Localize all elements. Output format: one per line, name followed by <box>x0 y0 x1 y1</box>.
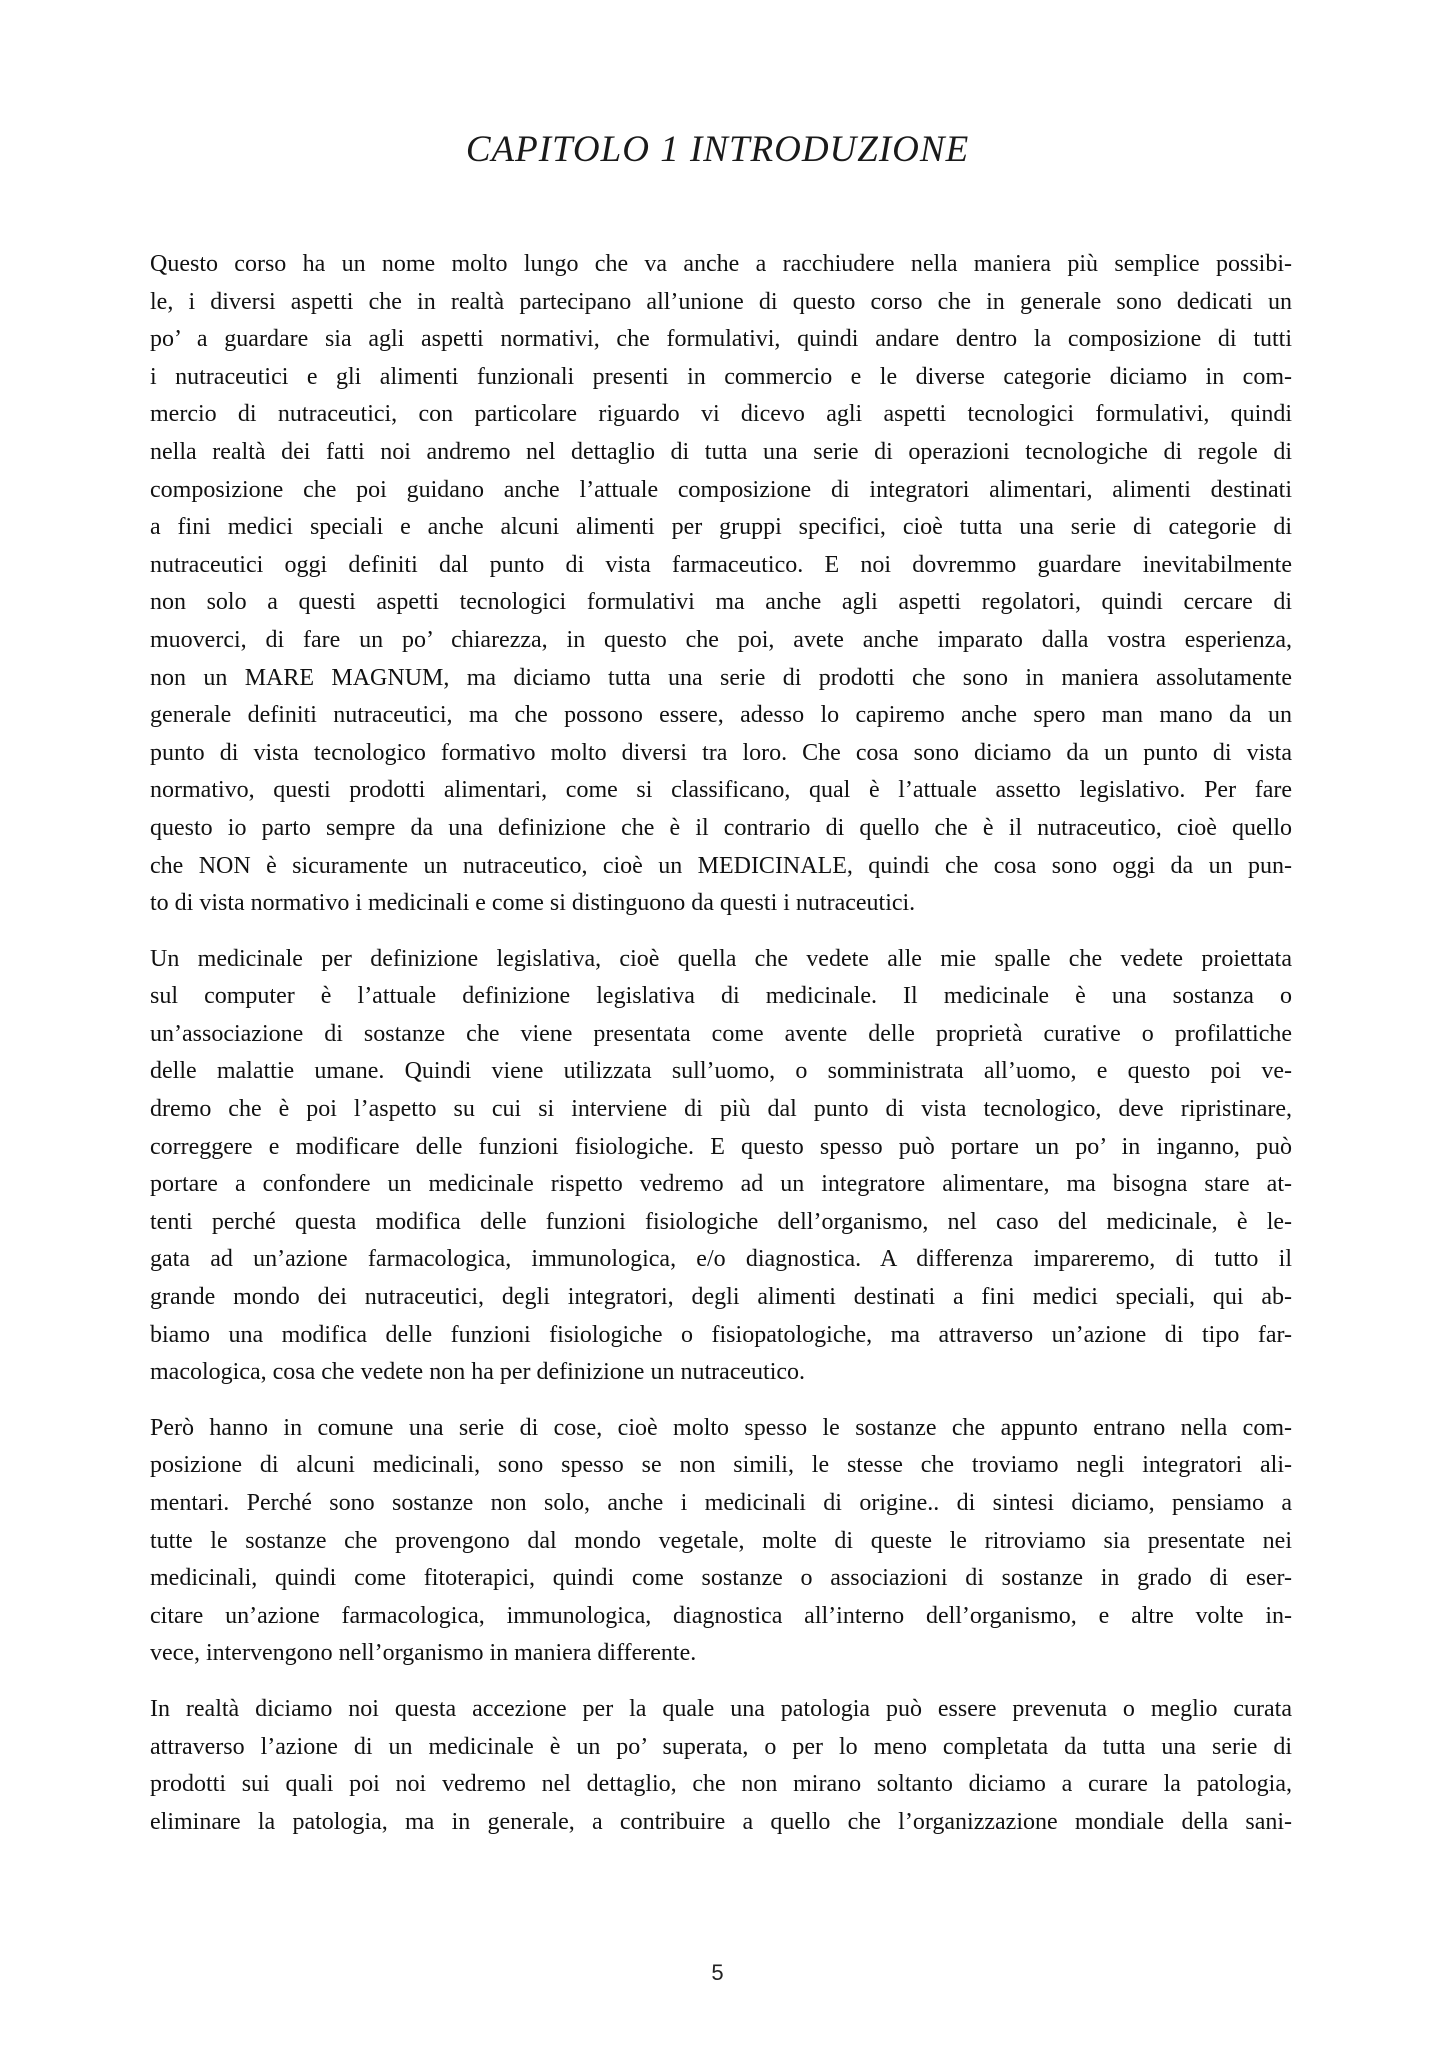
text-line: medicinali, quindi come fitoterapici, quindi come sostanze o associazioni di sostanze in grado di eser- <box>150 1565 1292 1592</box>
text-line: attraverso l’azione di un medicinale è un po’ superata, o per lo meno completata da tutta una serie di <box>150 1733 1292 1760</box>
paragraph-1 <box>150 246 1292 923</box>
text-line: po’ a guardare sia agli aspetti normativi, che formulativi, quindi andare dentro la composizione di tutti <box>150 326 1292 353</box>
text-line: Però hanno in comune una serie di cose, cioè molto spesso le sostanze che appunto entrano nella com- <box>150 1414 1292 1441</box>
text-line: posizione di alcuni medicinali, sono spesso se non simili, le stesse che troviamo negli integratori ali- <box>150 1452 1292 1479</box>
paragraph-2 <box>150 941 1292 1392</box>
text-line: non solo a questi aspetti tecnologici formulativi ma anche agli aspetti regolatori, quindi cercare di <box>150 589 1292 616</box>
text-line: delle malattie umane. Quindi viene utilizzata sull’uomo, o somministrata all’uomo, e questo poi ve- <box>150 1058 1292 1085</box>
text-line: Questo corso ha un nome molto lungo che va anche a racchiudere nella maniera più semplice possibi- <box>150 251 1292 277</box>
text-line: che NON è sicuramente un nutraceutico, cioè un MEDICINALE, quindi che cosa sono oggi da un pun- <box>150 852 1292 879</box>
text-line: biamo una modifica delle funzioni fisiologiche o fisiopatologiche, ma attraverso un’azione di tipo far- <box>150 1321 1292 1348</box>
paragraph-4 <box>150 1691 1292 1841</box>
text-line: dremo che è poi l’aspetto su cui si interviene di più dal punto di vista tecnologico, deve ripristinare, <box>150 1096 1292 1123</box>
text-line: prodotti sui quali poi noi vedremo nel dettaglio, che non mirano soltanto diciamo a curare la patologia, <box>150 1771 1292 1798</box>
text-line: portare a confondere un medicinale rispetto vedremo ad un integratore alimentare, ma bisogna stare at- <box>150 1171 1292 1198</box>
text-line: nella realtà dei fatti noi andremo nel dettaglio di tutta una serie di operazioni tecnologiche di regole di <box>150 438 1292 465</box>
text-line: mercio di nutraceutici, con particolare riguardo vi dicevo agli aspetti tecnologici formulativi, quindi <box>150 401 1292 428</box>
text-line: to di vista normativo i medicinali e come si distinguono da questi i nutraceutici. <box>150 890 916 917</box>
page-number: 5 <box>711 1960 724 1985</box>
text-line: generale definiti nutraceutici, ma che possono essere, adesso lo capiremo anche spero man mano da un <box>150 702 1292 729</box>
text-line: gata ad un’azione farmacologica, immunologica, e/o diagnostica. A differenza impareremo, di tutto il <box>150 1246 1292 1273</box>
text-line: grande mondo dei nutraceutici, degli integratori, degli alimenti destinati a fini medici speciali, qui ab- <box>150 1284 1292 1311</box>
text-line: In realtà diciamo noi questa accezione per la quale una patologia può essere prevenuta o meglio curata <box>150 1695 1292 1722</box>
text-line: a fini medici speciali e anche alcuni alimenti per gruppi specifici, cioè tutta una serie di categorie di <box>150 514 1292 541</box>
text-line: mentari. Perché sono sostanze non solo, anche i medicinali di origine.. di sintesi diciamo, pensiamo a <box>150 1490 1292 1516</box>
text-line: composizione che poi guidano anche l’attuale composizione di integratori alimentari, alimenti destinati <box>150 476 1292 503</box>
body-text <box>150 246 1292 1859</box>
text-line: macologica, cosa che vedete non ha per definizione un nutraceutico. <box>150 1359 806 1386</box>
text-line: sul computer è l’attuale definizione legislativa di medicinale. Il medicinale è una sostanza o <box>150 983 1292 1010</box>
text-line: muoverci, di fare un po’ chiarezza, in questo che poi, avete anche imparato dalla vostra esperienza, <box>150 626 1292 653</box>
text-line: citare un’azione farmacologica, immunologica, diagnostica all’interno dell’organismo, e altre volte in- <box>150 1602 1292 1629</box>
paragraph-3 <box>150 1410 1292 1673</box>
text-line: le, i diversi aspetti che in realtà partecipano all’unione di questo corso che in generale sono dedicati un <box>150 288 1292 315</box>
text-line: questo io parto sempre da una definizione che è il contrario di quello che è il nutraceutico, cioè quello <box>150 814 1292 841</box>
text-line: punto di vista tecnologico formativo molto diversi tra loro. Che cosa sono diciamo da un punto di vista <box>150 739 1292 766</box>
text-line: tenti perché questa modifica delle funzioni fisiologiche dell’organismo, nel caso del medicinale, è le- <box>150 1208 1292 1235</box>
text-line: vece, intervengono nell’organismo in maniera differente. <box>150 1640 697 1667</box>
text-line: eliminare la patologia, ma in generale, a contribuire a quello che l’organizzazione mondiale della sani- <box>150 1808 1292 1835</box>
text-line: non un MARE MAGNUM, ma diciamo tutta una serie di prodotti che sono in maniera assolutamente <box>150 664 1292 691</box>
text-line: i nutraceutici e gli alimenti funzionali presenti in commercio e le diverse categorie diciamo in com- <box>150 363 1292 390</box>
text-line: nutraceutici oggi definiti dal punto di vista farmaceutico. E noi dovremmo guardare inevitabilmente <box>150 551 1292 578</box>
text-line: normativo, questi prodotti alimentari, come si classificano, qual è l’attuale assetto legislativo. Per fare <box>150 777 1292 804</box>
text-line: un’associazione di sostanze che viene presentata come avente delle proprietà curative o profilattiche <box>150 1020 1292 1047</box>
chapter-title: CAPITOLO 1 INTRODUZIONE <box>465 129 970 170</box>
text-line: Un medicinale per definizione legislativa, cioè quella che vedete alle mie spalle che vedete proiettata <box>150 945 1292 972</box>
text-line: tutte le sostanze che provengono dal mondo vegetale, molte di queste le ritroviamo sia presentate nei <box>150 1527 1292 1554</box>
text-line: correggere e modificare delle funzioni fisiologiche. E questo spesso può portare un po’ in inganno, può <box>150 1133 1292 1160</box>
